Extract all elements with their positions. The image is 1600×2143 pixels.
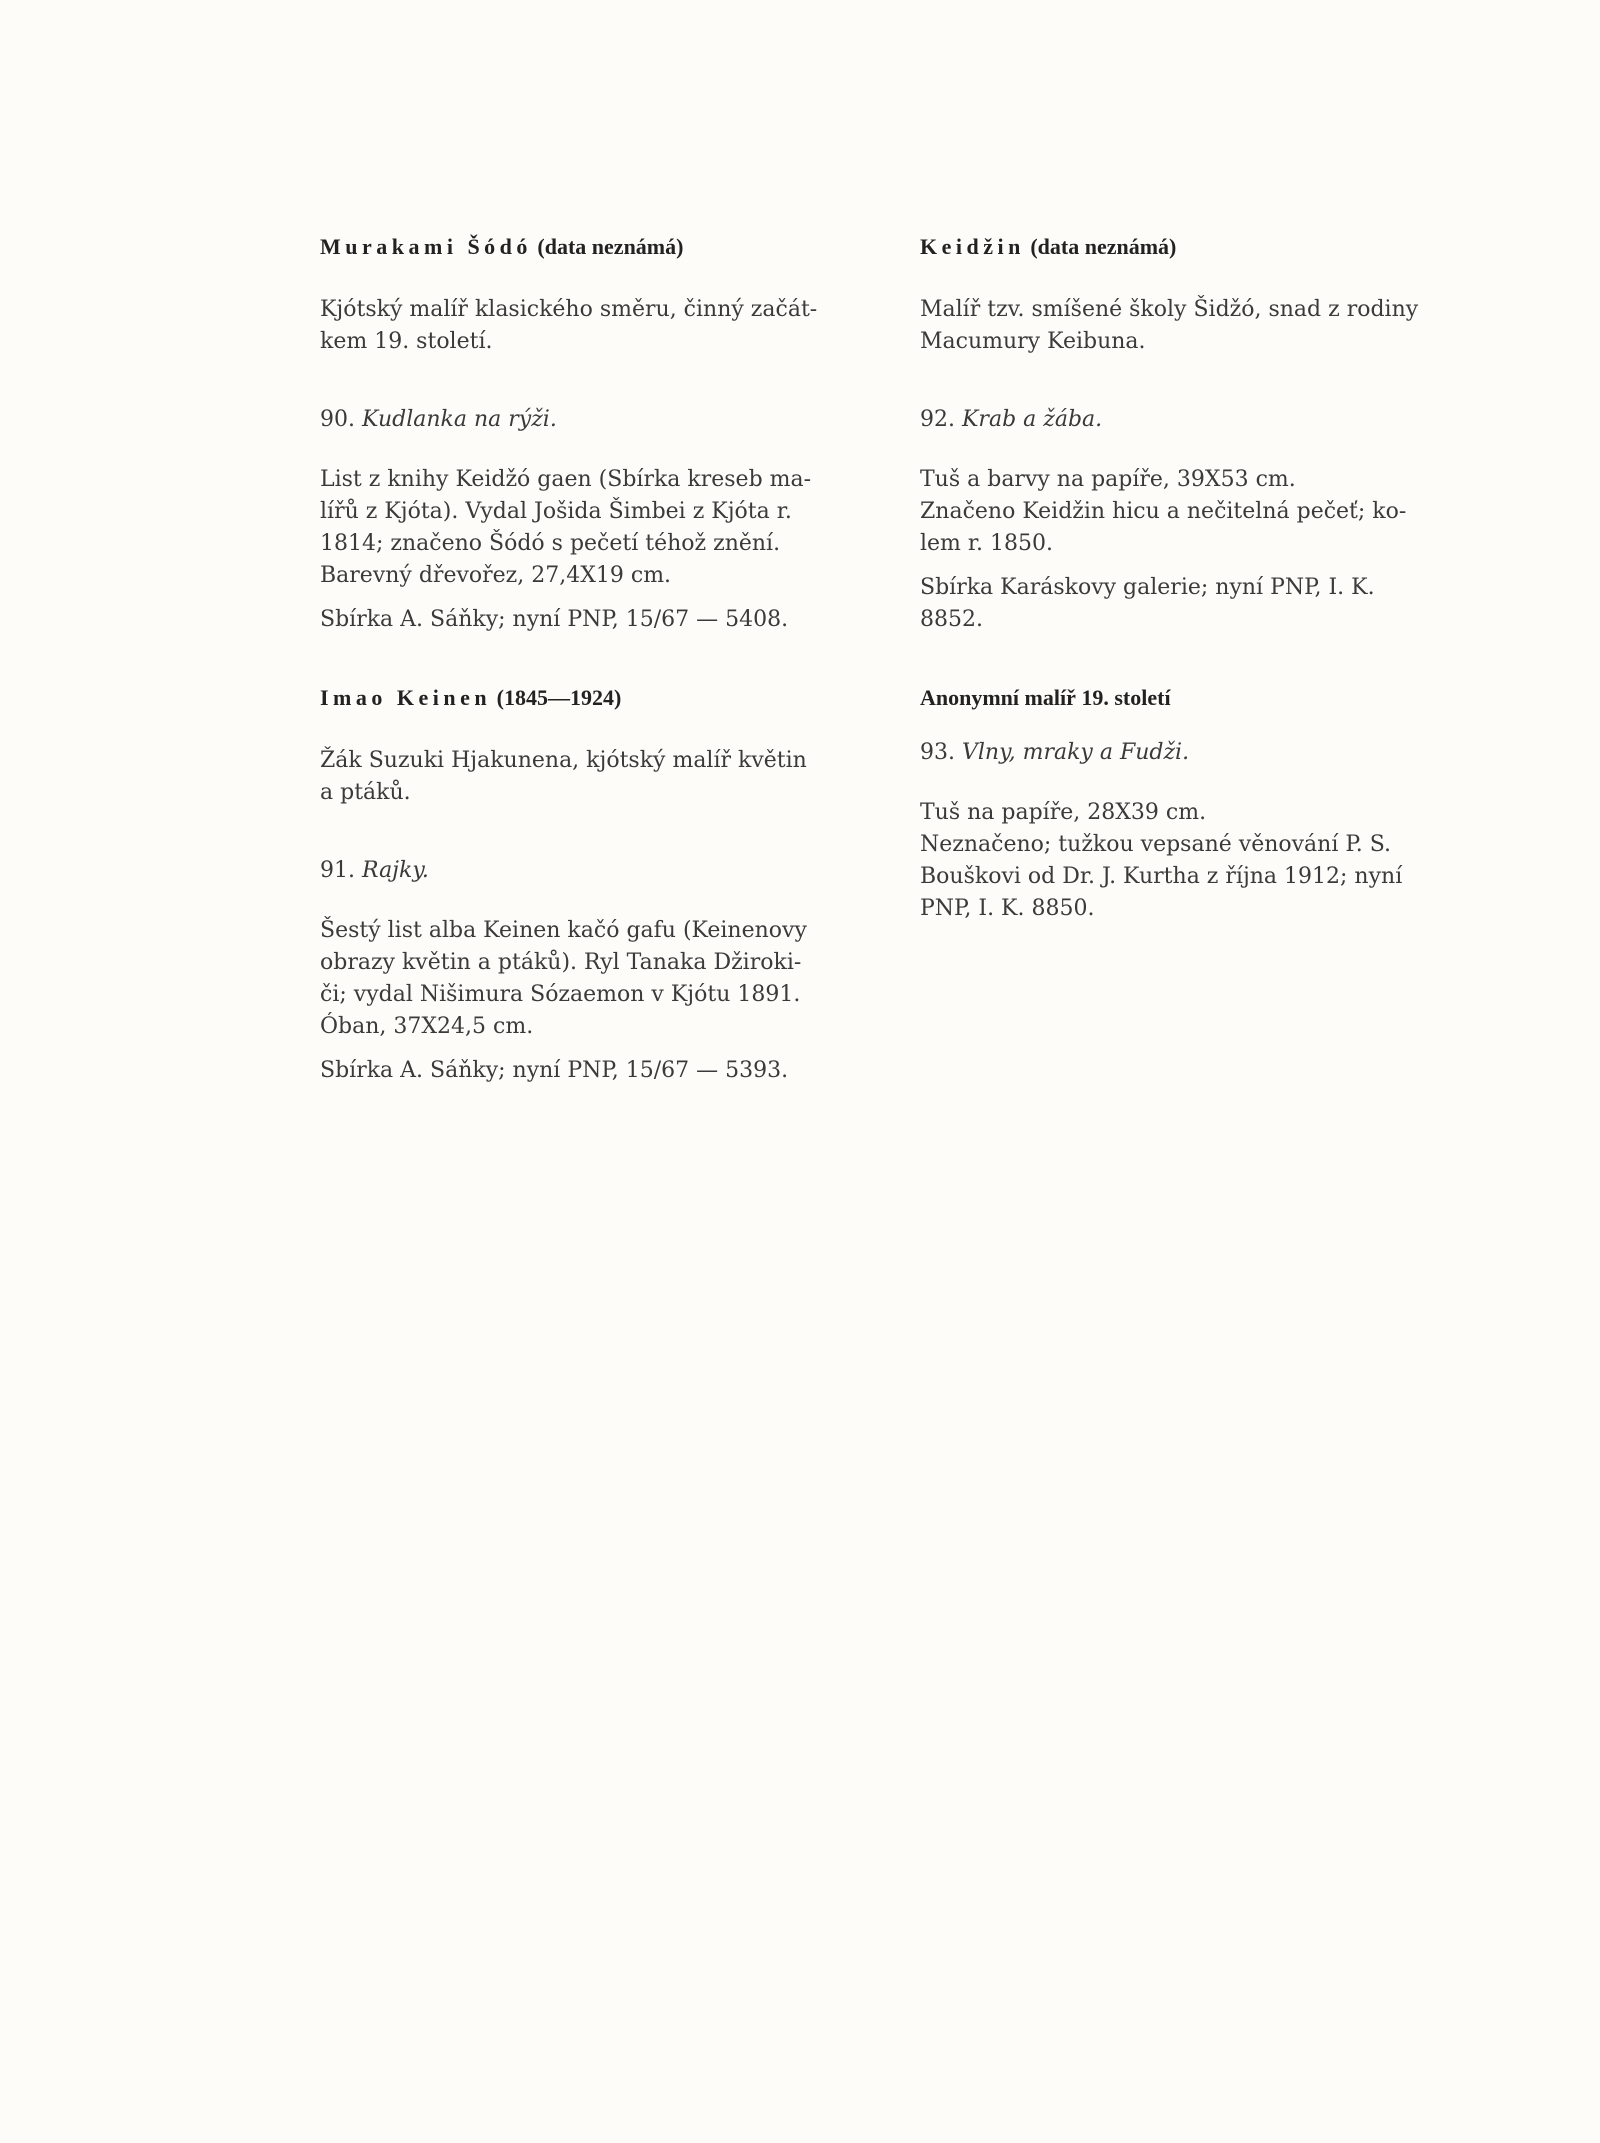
artist-bio [920,294,1490,358]
description-line: či; vydal Nišimura Sózaemon v Kjótu 1891. [320,982,801,1007]
work-title-line [920,737,1490,769]
bio-line: Malíř tzv. smíšené školy Šidžó, snad z rodiny [920,297,1419,322]
work-provenance [920,572,1490,636]
work-title-line [320,404,890,436]
artist-heading [920,685,1490,711]
provenance-line: Sbírka A. Sáňky; nyní PNP, 15/67 — 5393. [320,1058,789,1083]
work-title: Krab a žába. [962,407,1103,432]
description-line: lířů z Kjóta). Vydal Jošida Šimbei z Kjóta r. [320,499,792,524]
description-line: Tuš na papíře, 28X39 cm. [920,800,1207,825]
provenance-line: 8852. [920,607,983,632]
work-title: Vlny, mraky a Fudži. [962,740,1190,765]
description-line: Šestý list alba Keinen kačó gafu (Keinenovy [320,918,807,943]
provenance-line: Sbírka A. Sáňky; nyní PNP, 15/67 — 5408. [320,607,789,632]
work-description [320,915,890,1043]
description-line: Tuš a barvy na papíře, 39X53 cm. [920,467,1296,492]
work-description [920,464,1490,560]
work-number: 91. [320,858,355,883]
catalog-entry-murakami-sodo [320,234,890,636]
bio-line: kem 19. století. [320,329,493,354]
description-line: Bouškovi od Dr. J. Kurtha z října 1912; nyní [920,864,1403,889]
bio-line: a ptáků. [320,780,411,805]
work-number: 90. [320,407,355,432]
description-line: obrazy květin a ptáků). Ryl Tanaka Džiroki- [320,950,802,975]
work-provenance [320,1055,890,1087]
bio-line: Žák Suzuki Hjakunena, kjótský malíř květin [320,748,807,773]
artist-dates: (data neznámá) [537,234,684,259]
work-description [320,464,890,592]
artist-name: Murakami Šódó [320,234,532,259]
work-title-line [920,404,1490,436]
catalog-entry-imao-keinen [320,685,890,1087]
provenance-line: Sbírka Karáskovy galerie; nyní PNP, I. K. [920,575,1375,600]
bio-line: Kjótský malíř klasického směru, činný začát- [320,297,818,322]
description-line: PNP, I. K. 8850. [920,896,1095,921]
artist-name: Imao Keinen [320,685,492,710]
description-line: 1814; značeno Šódó s pečetí téhož znění. [320,531,781,556]
description-line: Neznačeno; tužkou vepsané věnování P. S. [920,832,1391,857]
artist-bio [320,294,890,358]
catalog-entry-anonymous-19th-century [920,685,1490,925]
work-description [920,797,1490,925]
artist-bio [320,745,890,809]
work-number: 93. [920,740,955,765]
artist-heading [320,685,890,711]
artist-dates: (data neznámá) [1030,234,1177,259]
description-line: lem r. 1850. [920,531,1053,556]
description-line: Značeno Keidžin hicu a nečitelná pečeť; ko- [920,499,1407,524]
work-number: 92. [920,407,955,432]
description-line: Óban, 37X24,5 cm. [320,1014,534,1039]
artist-name: Anonymní malíř 19. století [920,685,1171,710]
description-line: Barevný dřevořez, 27,4X19 cm. [320,563,672,588]
description-line: List z knihy Keidžó gaen (Sbírka kreseb ma- [320,467,812,492]
catalog-entry-keidzin [920,234,1490,636]
work-title-line [320,855,890,887]
artist-heading [320,234,890,260]
artist-dates: (1845—1924) [496,685,622,710]
artist-name: Keidžin [920,234,1025,259]
work-title: Rajky. [362,858,429,883]
work-provenance [320,604,890,636]
bio-line: Macumury Keibuna. [920,329,1146,354]
artist-heading [920,234,1490,260]
work-title: Kudlanka na rýži. [362,407,557,432]
